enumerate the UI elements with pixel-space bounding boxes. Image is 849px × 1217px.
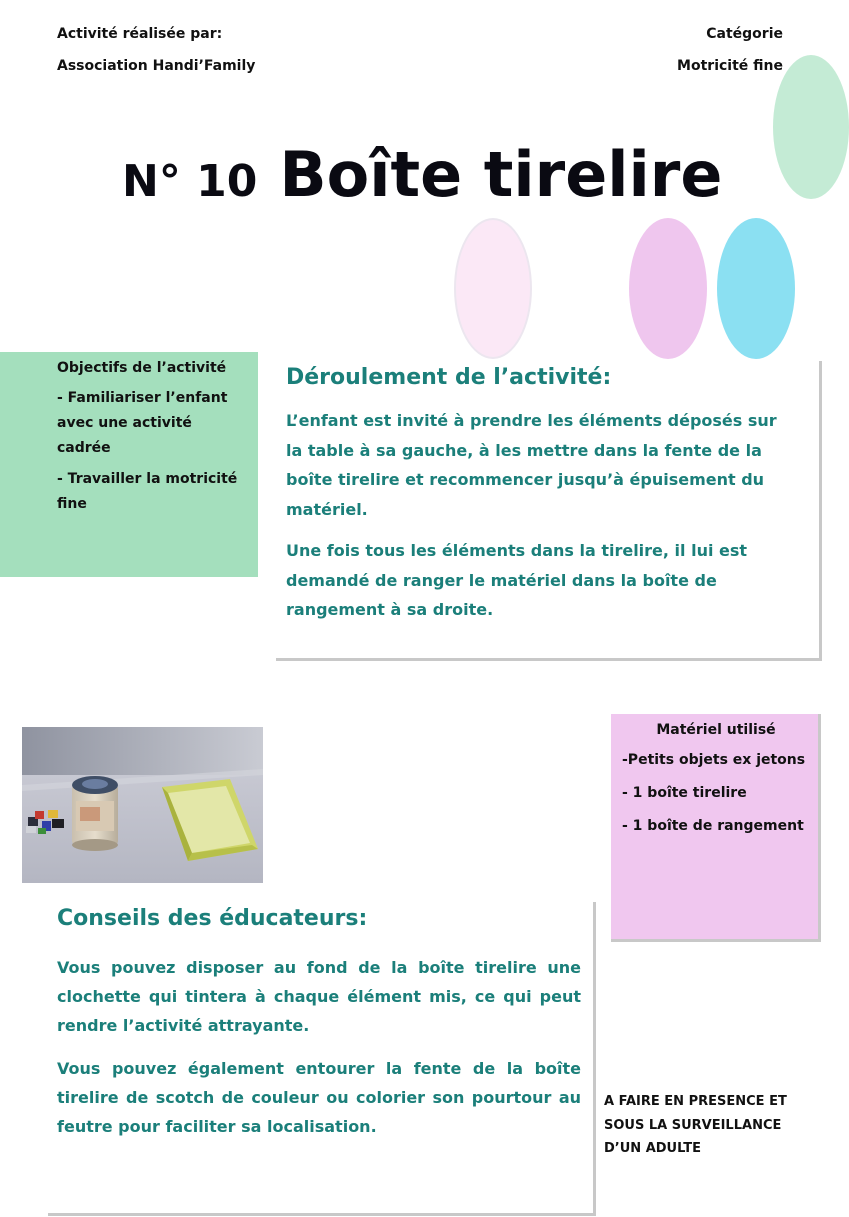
material-item: - 1 boîte tirelire xyxy=(622,785,747,801)
tips-paragraph: Vous pouvez disposer au fond de la boîte tirelire une clochette qui tintera à chaque élément mis, ce qui peut rendre l’activité attrayante. xyxy=(57,958,581,1035)
tips-heading: Conseils des éducateurs: xyxy=(57,906,368,931)
supervision-warning: A FAIRE EN PRESENCE ET SOUS LA SURVEILLANCE D’UN ADULTE xyxy=(604,1094,787,1156)
activity-photo xyxy=(22,727,263,883)
page-title xyxy=(122,138,722,211)
objective-item: - Travailler la motricité fine xyxy=(57,471,238,512)
tips-paragraph: Vous pouvez également entourer la fente de la boîte tirelire de scotch de couleur ou colorier son pourtour au feutre pour faciliter sa localisation. xyxy=(57,1059,581,1136)
material-item: - 1 boîte de rangement xyxy=(622,818,804,834)
activity-photo-illustration xyxy=(22,727,263,883)
activity-number: N° 10 xyxy=(122,156,258,207)
objectives-box xyxy=(0,352,258,577)
author-label: Activité réalisée par: xyxy=(57,26,223,42)
category-label: Catégorie xyxy=(706,26,783,42)
tips-section xyxy=(48,902,596,1216)
procedure-paragraph: L’enfant est invité à prendre les éléments déposés sur la table à sa gauche, à les mettre dans la fente de la boîte tirelire et recommencer jusqu’à épuisement du matériel. xyxy=(286,411,777,519)
decorative-oval-green xyxy=(773,55,849,199)
decorative-oval-pale-pink xyxy=(454,218,532,359)
activity-name: Boîte tirelire xyxy=(279,138,723,211)
objectives-title: Objectifs de l’activité xyxy=(57,360,227,376)
procedure-section xyxy=(276,361,822,661)
procedure-paragraph: Une fois tous les éléments dans la tirelire, il lui est demandé de ranger le matériel dans la boîte de rangement à sa droite. xyxy=(286,541,748,619)
objective-item: - Familiariser l’enfant avec une activité cadrée xyxy=(57,390,228,456)
procedure-heading: Déroulement de l’activité: xyxy=(286,365,612,390)
author-name: Association Handi’Family xyxy=(57,58,256,74)
decorative-oval-pink xyxy=(629,218,707,359)
category-value: Motricité fine xyxy=(677,58,783,74)
decorative-oval-blue xyxy=(717,218,795,359)
material-item: -Petits objets ex jetons xyxy=(622,752,806,768)
materials-box xyxy=(611,714,821,942)
materials-title: Matériel utilisé xyxy=(656,722,776,738)
